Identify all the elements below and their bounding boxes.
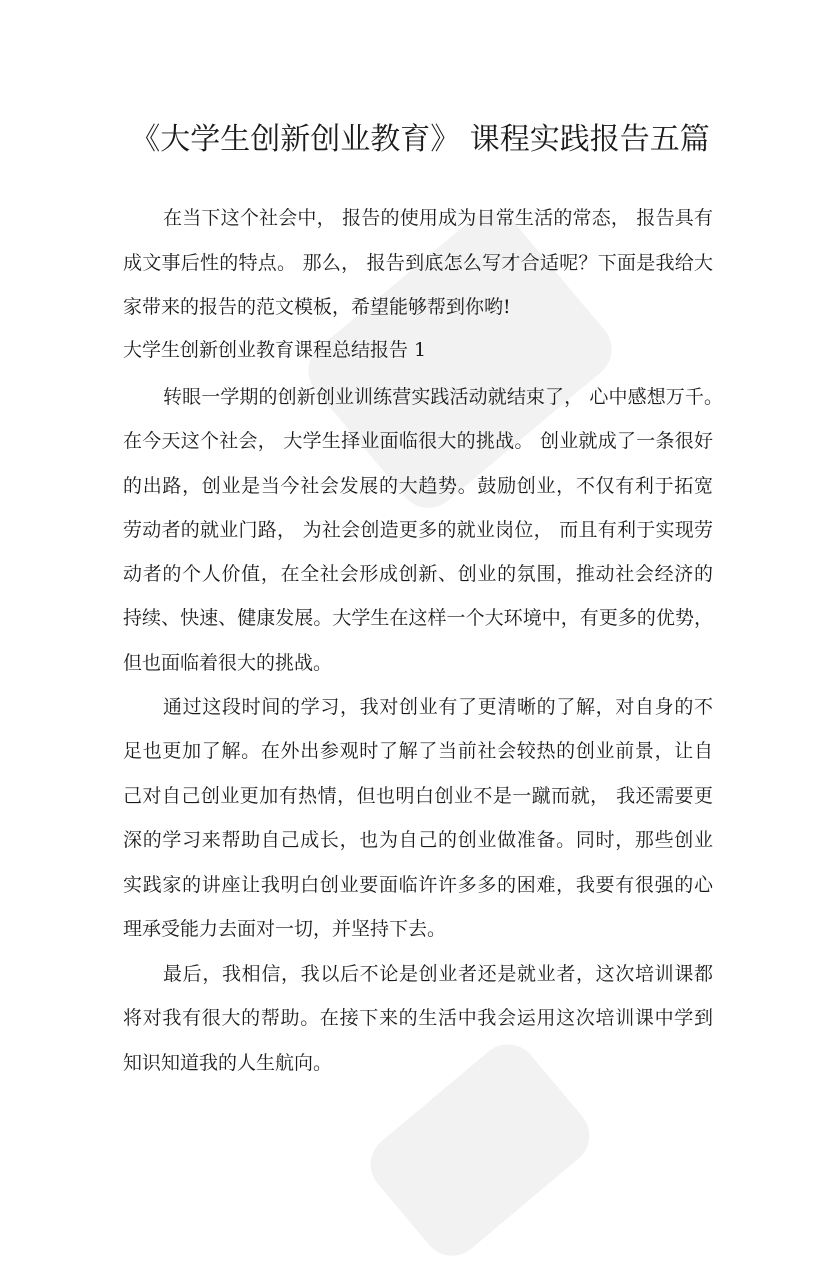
intro-line: 在当下这个社会中， 报告的使用成为日常生活的常态， 报告具有 [163,207,713,229]
paragraph-line: 实践家的讲座让我明白创业要面临许许多多的困难，我要有很强的心 [123,874,713,896]
intro-line: 成文事后性的特点。 那么， 报告到底怎么写才合适呢？下面是我给大 [123,252,713,274]
paragraph-line: 通过这段时间的学习，我对创业有了更清晰的了解，对自身的不 [163,696,713,718]
paragraph-line: 的出路，创业是当今社会发展的大趋势。鼓励创业，不仅有利于拓宽 [123,475,713,497]
paragraph-line: 知识知道我的人生航向。 [123,1052,333,1074]
paragraph-line: 动者的个人价值，在全社会形成创新、创业的氛围，推动社会经济的 [123,563,713,585]
paragraph-line: 深的学习来帮助自己成长，也为自己的创业做准备。同时，那些创业 [123,829,713,851]
paragraph-line: 转眼一学期的创新创业训练营实践活动就结束了， 心中感想万千。 [163,386,723,408]
paragraph-line: 但也面临着很大的挑战。 [123,652,333,674]
paragraph-line: 己对自己创业更加有热情，但也明白创业不是一蹴而就， 我还需要更 [123,785,713,807]
paragraph-line: 在今天这个社会， 大学生择业面临很大的挑战。 创业就成了一条很好 [123,430,713,452]
paragraph-line: 最后，我相信，我以后不论是创业者还是就业者，这次培训课都 [163,963,713,985]
paragraph-line: 理承受能力去面对一切，并坚持下去。 [123,918,447,940]
intro-line: 家带来的报告的范文模板，希望能够帮到你哟! [123,296,511,318]
paragraph-line: 足也更加了解。在外出参观时了解了当前社会较热的创业前景，让自 [123,740,713,762]
paragraph-line: 持续、快速、健康发展。大学生在这样一个大环境中，有更多的优势， [123,607,713,629]
paragraph-line: 将对我有很大的帮助。在接下来的生活中我会运用这次培训课中学到 [123,1007,713,1029]
paragraph-line: 劳动者的就业门路， 为社会创造更多的就业岗位， 而且有利于实现劳 [123,519,713,541]
section-heading: 大学生创新创业教育课程总结报告 1 [123,339,427,361]
document-title: 《大学生创新创业教育》 课程实践报告五篇 [130,122,710,157]
